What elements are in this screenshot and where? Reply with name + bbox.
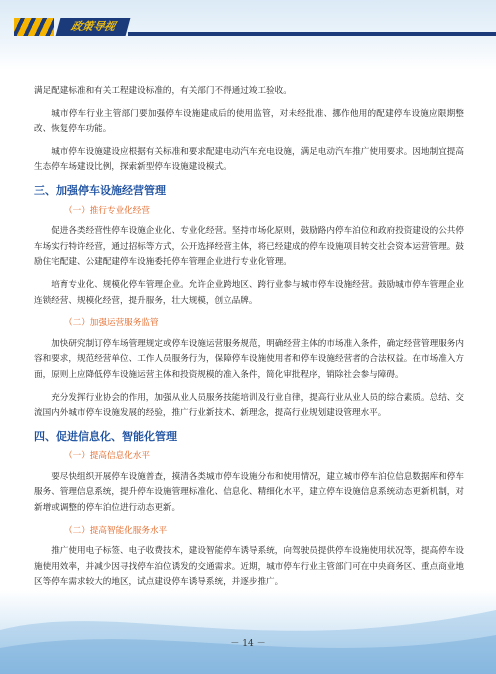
page-number: － 14 － [230,639,266,649]
paragraph: 城市停车行业主管部门要加强停车设施建成后的使用监管，对未经批准、挪作他用的配建停车设施应限期整改、恢复停车功能。 [34,108,464,135]
subsection-heading: （一）提高信息化水平 [64,451,150,462]
section-heading: 四、促进信息化、智能化管理 [34,429,177,443]
paragraph: 满足配建标准和有关工程建设标准的，有关部门不得通过竣工验收。 [34,86,292,96]
paragraph: 城市停车设施建设应根据有关标准和要求配建电动汽车充电设施，满足电动汽车推广使用要求。因地制宜提高生态停车场建设比例，探索新型停车设施建设模式。 [34,146,464,173]
page-header [0,0,496,70]
header-tag: 政策导视 [56,18,131,36]
paragraph: 培育专业化、规模化停车管理企业。允许企业跨地区、跨行业参与城市停车设施经营。鼓励城市停车管理企业连锁经营、规模化经营，提升服务，壮大规模，创立品牌。 [34,279,464,306]
paragraph: 充分发挥行业协会的作用，加强从业人员服务技能培训及行业自律，提高行业从业人员的综合素质。总结、交流国内外城市停车设施发展的经验，推广行业新技术、新理念，提高行业规划建设管理水平。 [34,392,464,419]
section-heading: 三、加强停车设施经营管理 [34,183,166,197]
subsection-heading: （二）加强运营服务监管 [64,318,159,329]
footer-wave-decoration [0,590,496,674]
paragraph: 加快研究制订停车场管理规定或停车设施运营服务规范，明确经营主体的市场准入条件，确定经营管理服务内容和要求，规范经营单位、工作人员服务行为，保障停车设施使用者和停车设施经营者的合法权益。在市场准入方面，原则上应降低停车设施运营主体和投资规模的准入条件，简化审批程序，销除社会参与障碍。 [34,338,464,380]
subsection-heading: （二）提高智能化服务水平 [64,525,168,536]
paragraph: 要尽快组织开展停车设施普查，摸清各类城市停车设施分布和使用情况，建立城市停车泊位信息数据库和停车服务、管理信息系统，提升停车设施管理标准化、信息化、精细化水平，建立停车设施信息系统动态更新机制，对新增或调整的停车泊位进行动态更新。 [34,471,464,514]
paragraph: 促进各类经营性停车设施企业化、专业化经营。坚持市场化原则，鼓励路内停车泊位和政府投资建设的公共停车场实行特许经营，通过招标等方式，公开选择经营主体，将已经建成的停车设施项目转交社会资本运营管理。鼓励住宅配建、公建配建停车设施委托停车管理企业进行专业化管理。 [34,226,464,268]
subsection-heading: （一）推行专业化经营 [64,205,150,216]
paragraph: 推广使用电子标签、电子收费技术，建设智能停车诱导系统，向驾驶员提供停车设施使用状况等，提高停车设施使用效率，并减少因寻找停车泊位诱发的交通需求。近期，城市停车行业主管部门可在中央商务区、重点商业地区等停车需求较大的地区，试点建设停车诱导系统，并逐步推广。 [34,546,464,588]
document-body [34,84,464,598]
header-rule [128,32,496,36]
header-stripe-decoration [14,18,54,36]
